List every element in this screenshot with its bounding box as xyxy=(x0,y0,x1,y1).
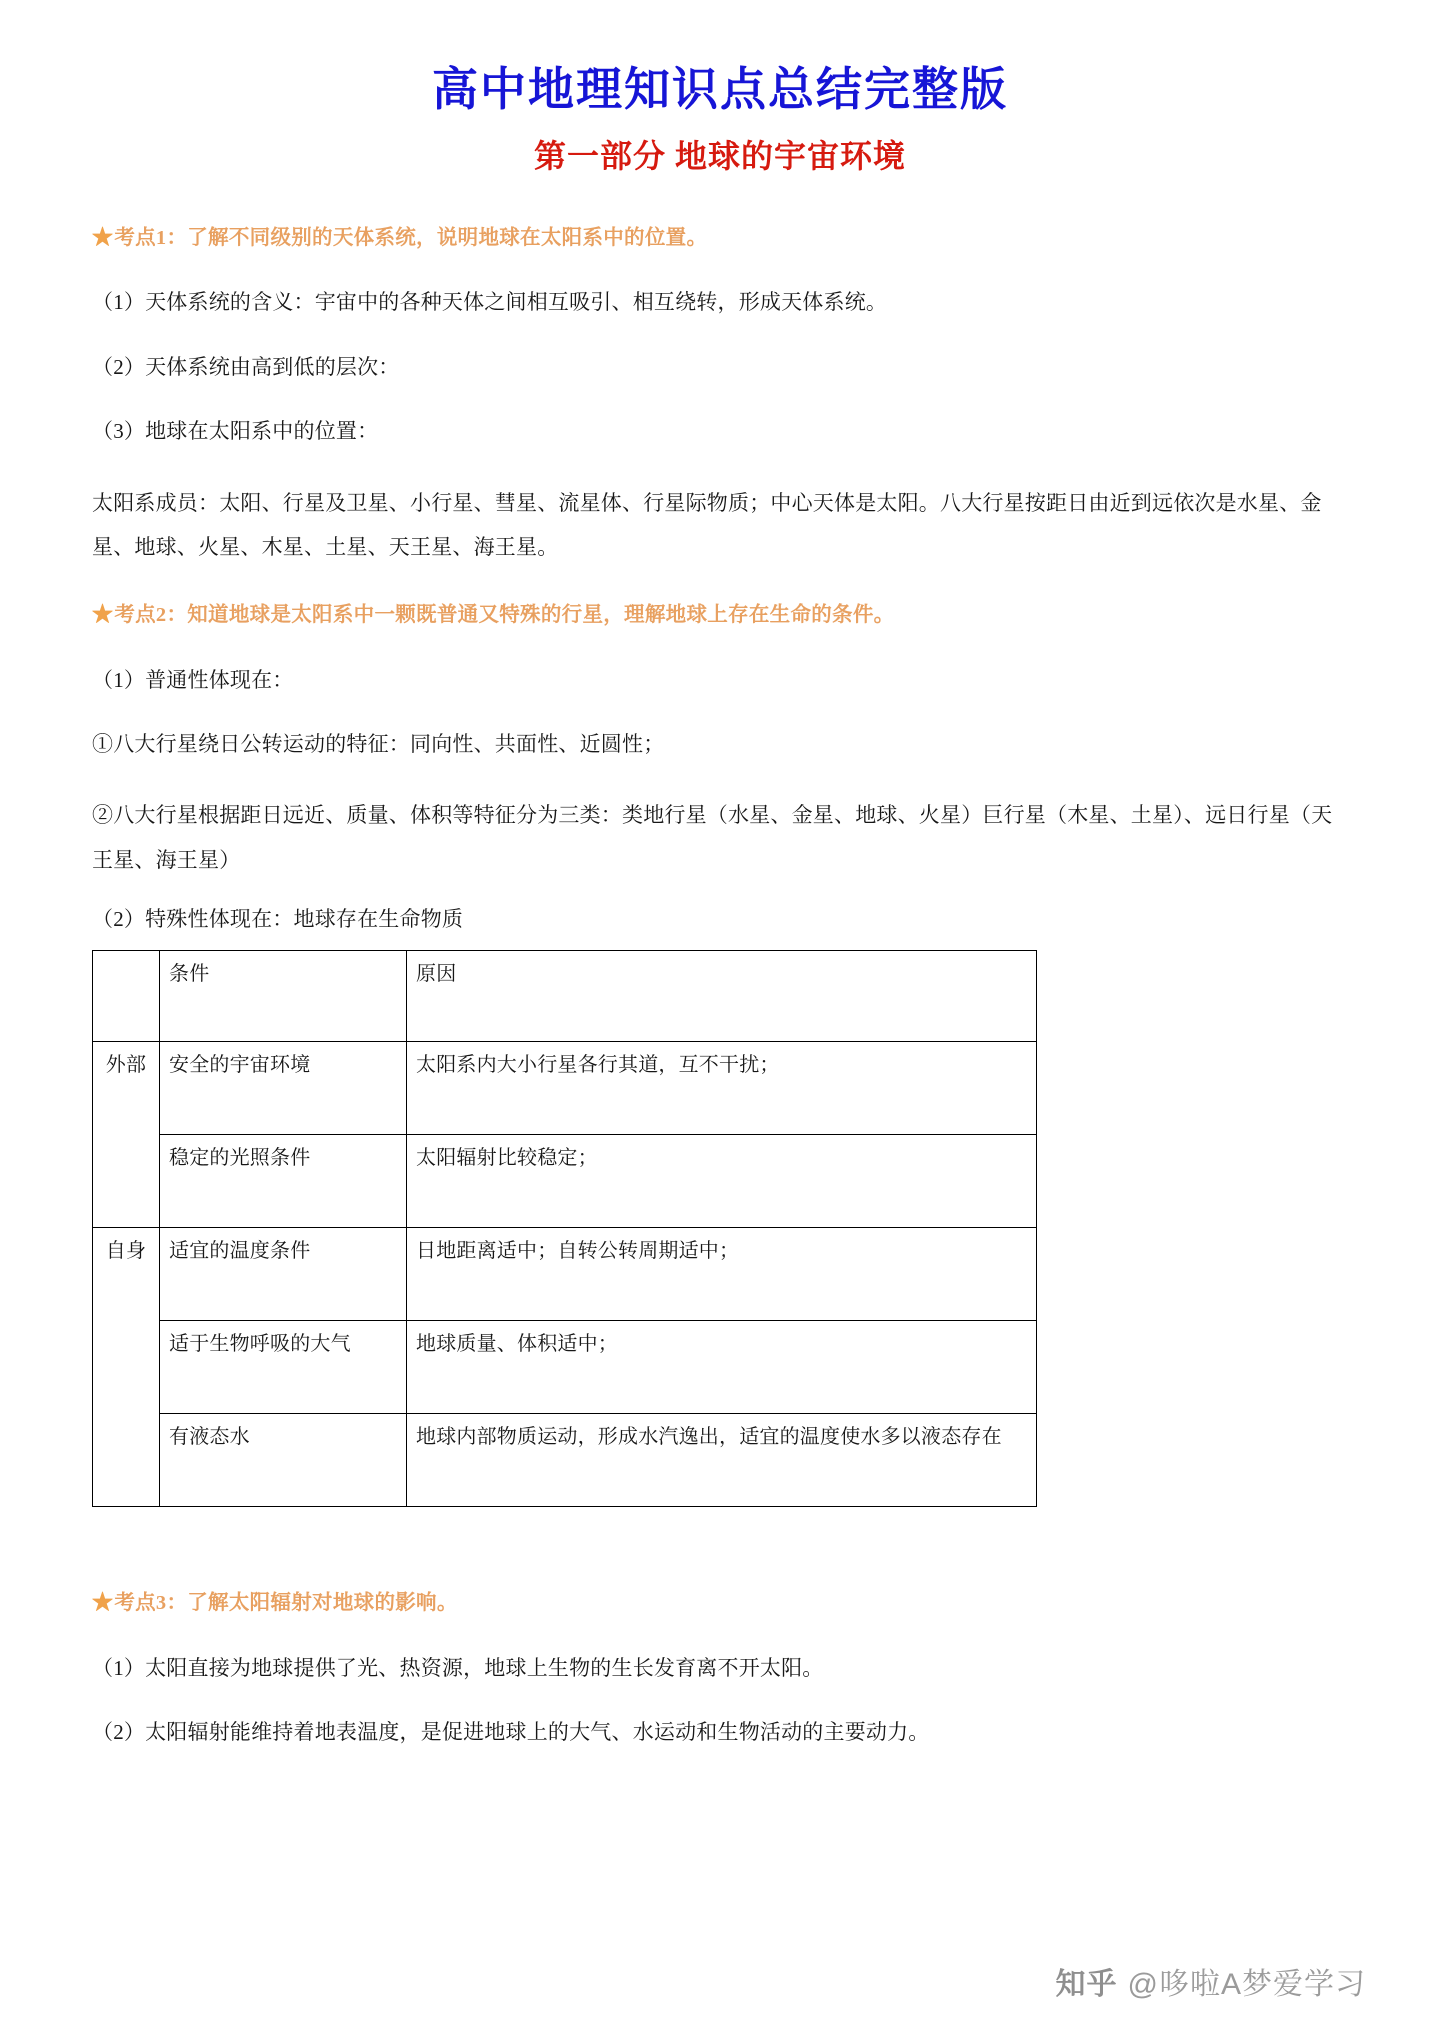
table-category-external: 外部 xyxy=(93,1042,160,1228)
table-cell-reason: 地球内部物质运动，形成水汽逸出，适宜的温度使水多以液态存在 xyxy=(407,1414,1037,1507)
table-cell-reason: 太阳系内大小行星各行其道，互不干扰； xyxy=(407,1042,1037,1135)
table-row xyxy=(93,1042,1037,1135)
table-header-reason: 原因 xyxy=(407,951,1037,1042)
page-title: 高中地理知识点总结完整版 xyxy=(432,64,1008,115)
section-heading-3-text: 考点3：了解太阳辐射对地球的影响。 xyxy=(114,1592,458,1615)
table-header-blank xyxy=(93,951,160,1042)
table-row xyxy=(93,1228,1037,1321)
star-icon: ★ xyxy=(92,601,114,626)
paragraph-3-1: （1）太阳直接为地球提供了光、热资源，地球上生物的生长发育离不开太阳。 xyxy=(92,1655,824,1680)
paragraph-1-3: （3）地球在太阳系中的位置： xyxy=(92,419,379,444)
section-heading-1 xyxy=(92,222,1348,254)
section-heading-1-text: 考点1：了解不同级别的天体系统，说明地球在太阳系中的位置。 xyxy=(114,226,708,249)
paragraph-2-3: ②八大行星根据距日远近、质量、体积等特征分为三类：类地行星（水星、金星、地球、火星）巨行星（木星、土星）、远日行星（天王星、海王星） xyxy=(92,803,1333,872)
paragraph-2-2: ①八大行星绕日公转运动的特征：同向性、共面性、近圆性； xyxy=(92,732,665,757)
table-cell-condition: 有液态水 xyxy=(160,1414,407,1507)
table-header-condition: 条件 xyxy=(160,951,407,1042)
table-cell-reason: 日地距离适中；自转公转周期适中； xyxy=(407,1228,1037,1321)
section-heading-2-text: 考点2：知道地球是太阳系中一颗既普通又特殊的行星，理解地球上存在生命的条件。 xyxy=(114,603,895,626)
paragraph-1-1: （1）天体系统的含义：宇宙中的各种天体之间相互吸引、相互绕转，形成天体系统。 xyxy=(92,290,888,315)
table-category-self: 自身 xyxy=(93,1228,160,1507)
star-icon: ★ xyxy=(92,1590,114,1615)
paragraph-1-4: 太阳系成员：太阳、行星及卫星、小行星、彗星、流星体、行星际物质；中心天体是太阳。八大行星按距日由近到远依次是水星、金星、地球、火星、木星、土星、天王星、海王星。 xyxy=(92,490,1322,559)
paragraph-3-2: （2）太阳辐射能维持着地表温度，是促进地球上的大气、水运动和生物活动的主要动力。 xyxy=(92,1720,930,1745)
watermark-user: @哆啦A梦爱学习 xyxy=(1127,1968,1366,2001)
table-row xyxy=(93,1414,1037,1507)
section-heading-2 xyxy=(92,599,1348,631)
table-cell-reason: 地球质量、体积适中； xyxy=(407,1321,1037,1414)
table-row xyxy=(93,1135,1037,1228)
table-row xyxy=(93,1321,1037,1414)
section-heading-3 xyxy=(92,1587,1348,1619)
paragraph-2-4: （2）特殊性体现在：地球存在生命物质 xyxy=(92,906,464,931)
star-icon: ★ xyxy=(92,224,114,249)
table-cell-reason: 太阳辐射比较稳定； xyxy=(407,1135,1037,1228)
watermark-platform: 知乎 xyxy=(1055,1968,1118,2001)
table-cell-condition: 安全的宇宙环境 xyxy=(160,1042,407,1135)
page-subtitle: 第一部分 地球的宇宙环境 xyxy=(533,138,906,175)
table-cell-condition: 适宜的温度条件 xyxy=(160,1228,407,1321)
table-cell-condition: 稳定的光照条件 xyxy=(160,1135,407,1228)
paragraph-2-1: （1）普通性体现在： xyxy=(92,667,294,692)
life-conditions-table xyxy=(92,950,1037,1507)
table-cell-condition: 适于生物呼吸的大气 xyxy=(160,1321,407,1414)
table-header-row xyxy=(93,951,1037,1042)
watermark xyxy=(1056,1959,1366,2003)
paragraph-1-2: （2）天体系统由高到低的层次： xyxy=(92,354,400,379)
